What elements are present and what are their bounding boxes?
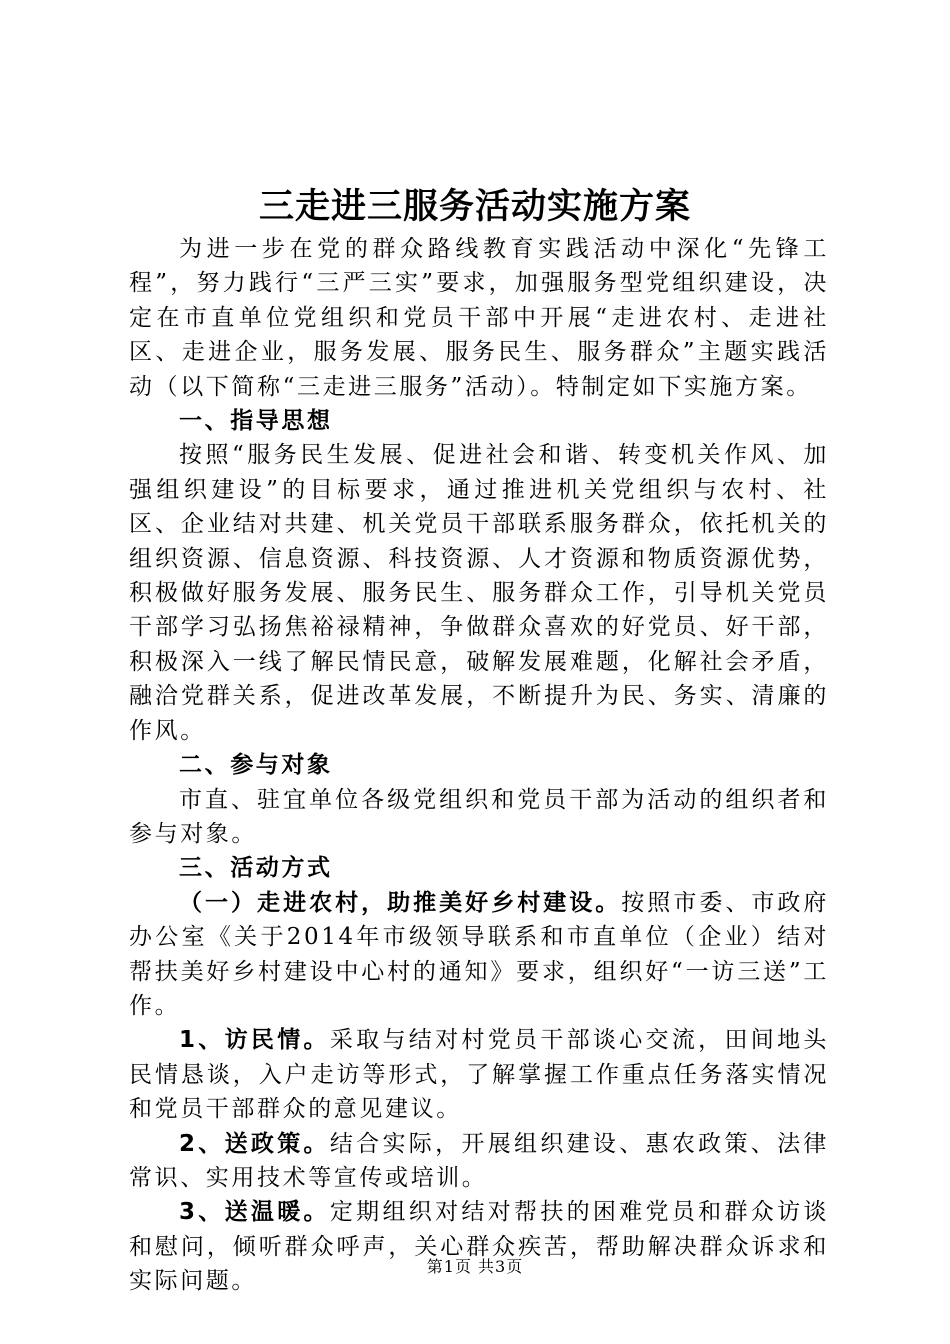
section-heading-participants: 二、参与对象 xyxy=(179,752,333,779)
sub-item-visit xyxy=(129,1023,829,1126)
sub-item-policy-body: 结合实际，开展组织建设、惠农政策、法律常识、实用技术等宣传或培训。 xyxy=(129,1130,829,1191)
sub-item-visit-body: 采取与结对村党员干部谈心交流，田间地头民情恳谈，入户走访等形式，了解掌握工作重点任务落实情况和党员干部群众的意见建议。 xyxy=(129,1027,829,1123)
sub-item-visit-lead: 1、访民情。 xyxy=(179,1027,330,1054)
sub-item-warmth-lead: 3、送温暖。 xyxy=(179,1199,330,1226)
section-heading-guiding-ideology: 一、指导思想 xyxy=(179,408,333,435)
sub-item-policy-lead: 2、送政策。 xyxy=(179,1130,330,1157)
document-body xyxy=(129,232,829,1299)
section-heading-activity-methods: 三、活动方式 xyxy=(179,855,333,882)
document-title: 三走进三服务活动实施方案 xyxy=(258,187,691,227)
sub-item-warmth-body: 定期组织对结对帮扶的困难党员和群众访谈和慰问，倾听群众呼声，关心群众疾苦，帮助解决群众诉求和实际问题。 xyxy=(129,1199,829,1295)
activity-item-rural xyxy=(129,886,829,1024)
participants-paragraph: 市直、驻宜单位各级党组织和党员干部为活动的组织者和参与对象。 xyxy=(129,786,829,847)
sub-item-warmth xyxy=(129,1195,829,1298)
intro-paragraph: 为进一步在党的群众路线教育实践活动中深化“先锋工程”，努力践行“三严三实”要求，加强服务型党组织建设，决定在市直单位党组织和党员干部中开展“走进农村、走进社区、走进企业，服务发展、服务民生、服务群众”主题实践活动（以下简称“三走进三服务”活动）。特制定如下实施方案。 xyxy=(129,236,829,400)
activity-item-rural-body: 按照市委、市政府办公室《关于2014年市级领导联系和市直单位（企业）结对帮扶美好乡村建设中心村的通知》要求，组织好“一访三送”工作。 xyxy=(129,889,829,1019)
page-number-footer: 第1页 共3页 xyxy=(426,1257,524,1276)
sub-item-policy xyxy=(129,1127,829,1196)
guiding-ideology-paragraph: 按照“服务民生发展、促进社会和谐、转变机关作风、加强组织建设”的目标要求，通过推进机关党组织与农村、社区、企业结对共建、机关党员干部联系服务群众，依托机关的组织资源、信息资源、科技资源、人才资源和物质资源优势，积极做好服务发展、服务民生、服务群众工作，引导机关党员干部学习弘扬焦裕禄精神，争做群众喜欢的好党员、好干部，积极深入一线了解民情民意，破解发展难题，化解社会矛盾，融洽党群关系，促进改革发展，不断提升为民、务实、清廉的作风。 xyxy=(129,442,829,744)
activity-item-rural-lead: （一）走进农村，助推美好乡村建设。 xyxy=(179,889,622,916)
